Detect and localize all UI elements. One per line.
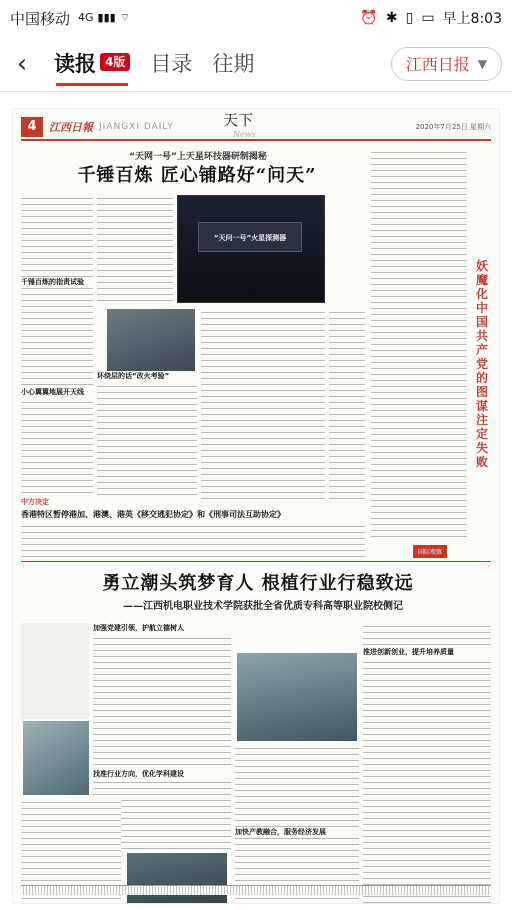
campus-photo[interactable] bbox=[237, 653, 357, 741]
feature-subheadline[interactable]: ——江西机电职业技术学院获批全省优质专科高等职业院校侧记 bbox=[123, 601, 403, 612]
article-kicker[interactable]: “天网一号”上天星环技器研制揭秘 bbox=[129, 152, 267, 162]
article-body-column[interactable] bbox=[371, 149, 467, 539]
chevron-down-icon: ▼ bbox=[477, 56, 487, 71]
article-headline[interactable]: 香港特区暂停港加、港澳、港英《移交逃犯协定》和《刑事司法互助协定》 bbox=[21, 509, 365, 520]
section-english: News bbox=[233, 130, 256, 139]
publication-name: 江西日报 bbox=[405, 55, 470, 74]
campus-photo[interactable] bbox=[23, 721, 89, 795]
wifi-icon: ⌔ bbox=[119, 11, 131, 24]
tab-label: 目录 bbox=[150, 51, 193, 76]
tab-read-paper[interactable] bbox=[44, 36, 140, 92]
page-badge: 4版 bbox=[100, 53, 130, 71]
bluetooth-icon: ✱ bbox=[385, 10, 398, 26]
tab-past-issues[interactable] bbox=[202, 36, 264, 92]
status-right bbox=[360, 8, 502, 28]
publication-selector[interactable] bbox=[391, 47, 502, 81]
feature-body-column[interactable] bbox=[235, 745, 359, 904]
photo-caption: “天问一号”火星探测器 bbox=[198, 222, 302, 252]
signal-icons bbox=[78, 11, 130, 25]
carrier-label: 中国移动 bbox=[10, 9, 71, 28]
feature-headline[interactable]: 勇立潮头筑梦育人 根植行业行稳致远 bbox=[102, 573, 414, 594]
signal-icon: ▮▮▮ bbox=[97, 11, 116, 24]
article-photo[interactable] bbox=[107, 309, 195, 371]
newspaper-page[interactable] bbox=[12, 108, 500, 904]
article-body-column[interactable] bbox=[329, 309, 365, 499]
section-divider bbox=[21, 561, 491, 562]
issue-date: 2020年7月25日 星期六 bbox=[415, 123, 491, 131]
feature-body-column[interactable] bbox=[363, 623, 491, 904]
feature-subhead: 找准行业方向，优化学科建设 bbox=[93, 769, 231, 779]
article-body-column[interactable] bbox=[21, 195, 93, 495]
battery-icon: ▭ bbox=[421, 10, 435, 26]
status-bar bbox=[0, 0, 512, 36]
section-title bbox=[223, 109, 256, 139]
article-kicker: 中方决定 bbox=[21, 497, 61, 507]
top-nav bbox=[0, 36, 512, 92]
page-number: 4 bbox=[21, 117, 43, 137]
campus-photo[interactable] bbox=[127, 853, 227, 904]
section-name: 天下 bbox=[223, 111, 254, 129]
page-footer bbox=[21, 885, 491, 895]
alarm-icon: ⏰ bbox=[360, 10, 378, 26]
feature-subhead: 加快产教融合，服务经济发展 bbox=[235, 827, 359, 837]
tab-label: 往期 bbox=[212, 51, 255, 76]
tab-contents[interactable] bbox=[140, 36, 202, 92]
clock-label: 早上8:03 bbox=[442, 11, 502, 27]
article-subhead: 环绕层的话“改火考验” bbox=[97, 371, 197, 381]
article-subhead: 千锤百炼的指责试验 bbox=[21, 277, 93, 287]
article-body-column[interactable] bbox=[97, 195, 173, 305]
back-arrow-icon[interactable]: ‹ bbox=[16, 48, 28, 79]
paper-english-name: JIANGXI DAILY bbox=[99, 122, 174, 132]
mars-probe-photo[interactable] bbox=[177, 195, 325, 303]
tab-label: 读报 bbox=[54, 51, 96, 76]
article-headline[interactable]: 千锤百炼 匠心铺路好“问天” bbox=[77, 165, 317, 186]
article-body-column[interactable] bbox=[97, 377, 197, 497]
network-type-label: 4G bbox=[78, 11, 94, 24]
vibrate-icon: ▯ bbox=[405, 10, 414, 26]
article-subhead: 小心翼翼地展开天线 bbox=[21, 387, 93, 397]
feature-subhead: 加强党建引领，护航立德树人 bbox=[93, 623, 231, 633]
column-label: 国际观察 bbox=[413, 545, 447, 558]
feature-sidebar bbox=[21, 623, 89, 719]
commentary-headline[interactable]: 妖魔化中国共产党的图谋注定失败 bbox=[475, 259, 488, 469]
article-body-column[interactable] bbox=[21, 523, 365, 557]
header-rule bbox=[21, 139, 491, 141]
feature-subhead: 推进创新创业，提升培养质量 bbox=[363, 647, 491, 657]
page-masthead bbox=[21, 117, 491, 137]
paper-logo: 江西日報 bbox=[49, 121, 93, 134]
article-body-column[interactable] bbox=[201, 309, 325, 499]
